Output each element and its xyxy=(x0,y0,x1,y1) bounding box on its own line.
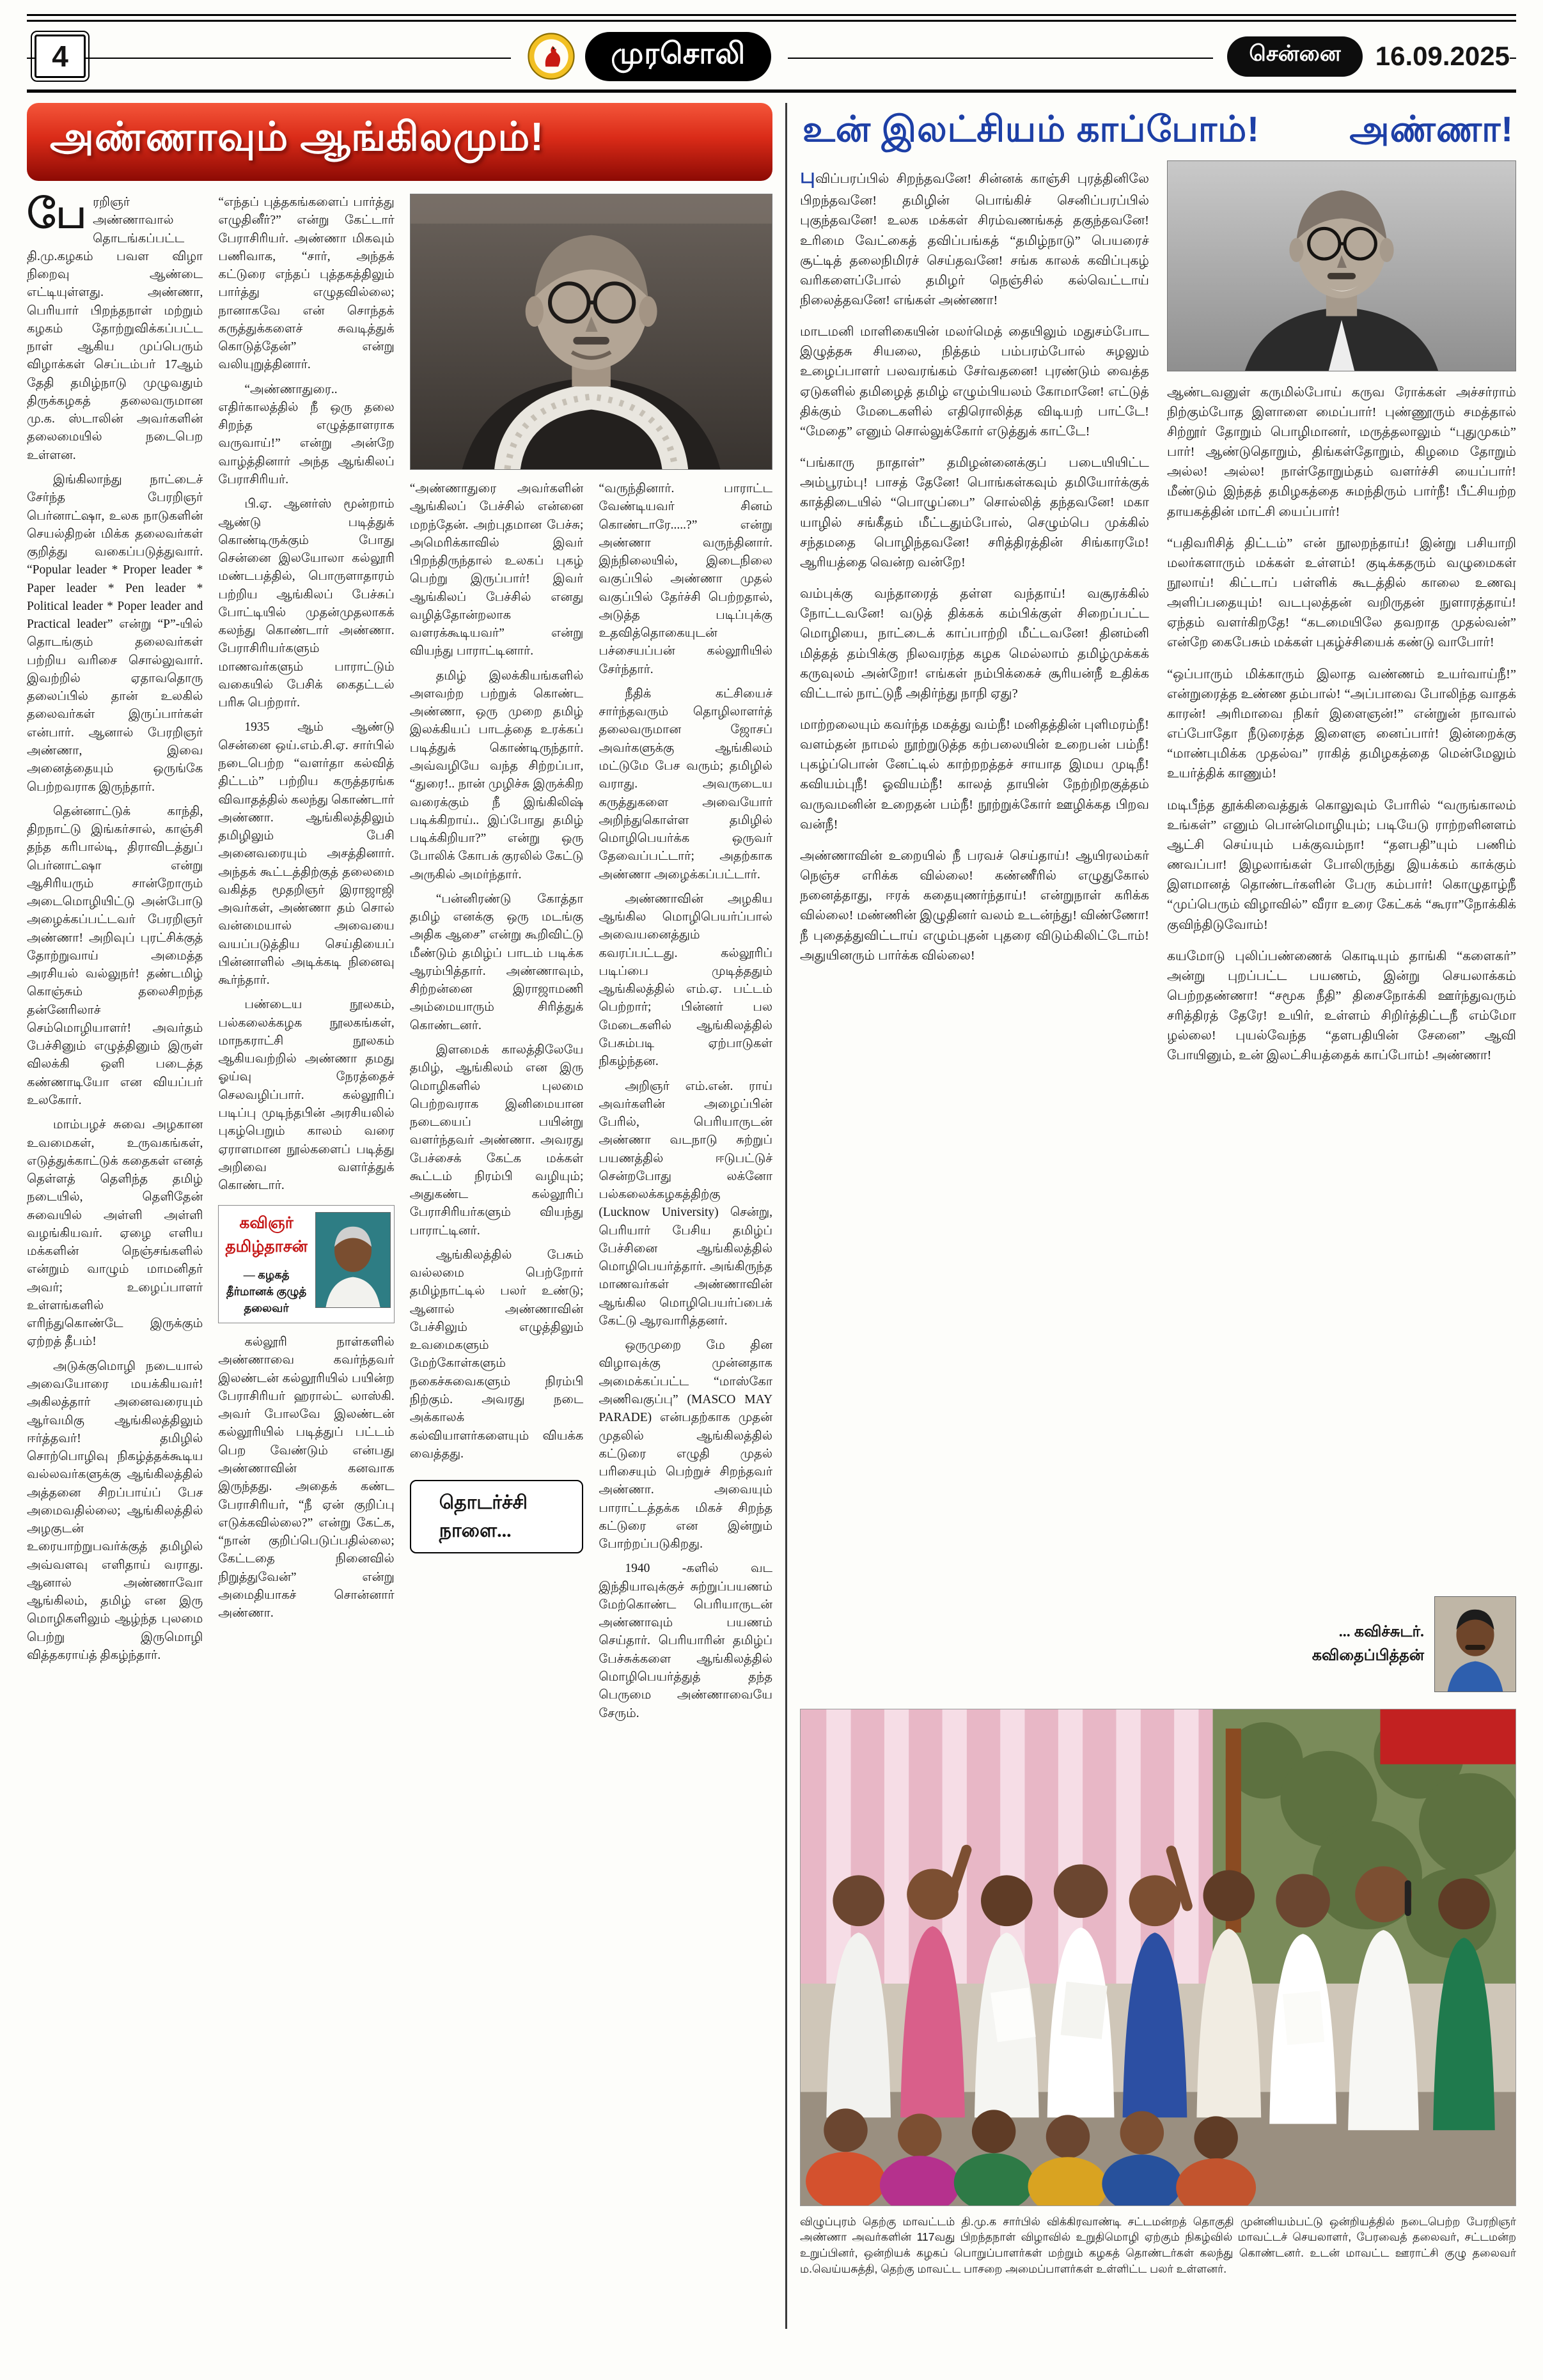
blue-initial: பு xyxy=(800,164,815,187)
drop-cap: பே xyxy=(27,194,87,237)
poem-stanza: மாடமனி மாளிகையின் மலர்மெத் தையிலும் மதுசம்போட இழுத்தசு சியலை, நித்தம் பம்பரம்போல் சுழலும் உழைப்பாளர் பலவரங்கம் சேர்வதனை! புரண்டும் வைத்த ஏடுகளில் தமிழைத் தமிழ் எழும்பியலம் கோமானே! எட்டுத் திக்கும் மேடைகளில் எதிரொலித்த விடியற் பாட்டே! “மேதை” எனும் சொல்லுக்கோர் எடுத்துக் காட்டே! xyxy=(800,325,1149,439)
body-paragraph: பண்டைய நூலகம், பல்கலைக்கழக நூலகங்கள், மாநகராட்சி நூலகம் ஆகியவற்றில் அண்ணா தமது ஓய்வு நேரத்தைச் செலவழிப்பார். கல்லூரிப் படிப்பு முடிந்தபின் அரசியலில் புகழ்பெறும் காலம் வரை ஏராளமான நூல்களைப் படித்து அறிவை வளர்த்துக் கொண்டார். xyxy=(218,998,395,1193)
author-name: கவிஞர் தமிழ்தாசன் xyxy=(225,1215,308,1256)
page-content xyxy=(27,103,1516,2329)
body-paragraph: அறிஞர் எம்.என். ராய் அவர்களின் அழைப்பின் பேரில், பெரியாருடன் அண்ணா வடநாடு சுற்றுப் பயணத்தில் ஈடுபட்டுச் சென்றபோது லக்னோ பல்கலைக்கழகத்திற்கு (Lucknow University) சென்று, பெரியார் பேசிய தமிழ்ப் பேச்சினை ஆங்கிலத்தில் மொழிபெயர்த்தார். அங்கிருந்த மாணவர்கள் அண்ணாவின் ஆங்கில மொழிபெயர்ப்பைக் கேட்டு ஆரவாரித்தனர். xyxy=(599,1079,772,1328)
edition-label: சென்னை xyxy=(1227,36,1362,77)
body-paragraph: 1935 ஆம் ஆண்டு சென்னை ஒய்.எம்.சி.ஏ. சார்பில் நடைபெற்ற “வளர்தா கல்வித் திட்டம்” பற்றிய கருத்தரங்க விவாதத்தில் கலந்து கொண்டார் அண்ணா. ஆங்கிலத்திலும் தமிழிலும் பேசி அனைவரையும் அசத்தினார். அந்தக் கூட்டத்திற்குத் தலைமை வகித்த மூதறிஞர் இராஜாஜி அவர்கள், அண்ணா தம் சொல் வன்மையால் அவையை வயப்படுத்திய செய்தியைப் பின்னாளில் அடிக்கடி நினைவு கூர்ந்தார். xyxy=(218,720,395,988)
poem-stanza: “ஒப்பாரும் மிக்காரும் இலாத வண்ணம் உயர்வாய்நீ!” என்றுரைத்த உண்ண தம்பால்! “அப்பாவை போலிந்த வாதக் காரன்! அரிமாவை நிகர் இளைஞன்!” என்றுன் நாவால் எப்போதோ நீடுரைத்த இளைஞ னைப்பார்! இன்றைக்கு “மாண்புமிக்க முதல்வ” ராகித் தமிழகத்தை மென்மேலும் உயர்த்திக் காணும்! xyxy=(1167,667,1516,781)
anna-smiling-portrait-photo xyxy=(1167,160,1516,371)
body-paragraph: நீதிக் கட்சியைச் சார்ந்தவரும் தொழிலாளர்த் தலைவருமான ஜோசப் அவர்களுக்கு ஆங்கிலம் மட்டுமே பேச வரும்; தமிழில் வராது. அவருடைய கருத்துகளை அவையோர் அறிந்துகொள்ள தமிழில் மொழிபெயர்க்க ஒருவர் தேவைப்பட்டார்; அதற்காக அண்ணா அழைக்கப்பட்டார். xyxy=(599,687,772,882)
poem-body xyxy=(800,160,1516,1695)
right-article-headline xyxy=(800,103,1516,160)
header-rule xyxy=(27,89,1516,93)
body-paragraph: அடுக்குமொழி நடையால் அவையோரை மயக்கியவர்! அகிலத்தார் அனைவரையும் ஆர்வமிகு ஆங்கிலத்திலும் ஈர்த்தவர்! தமிழில் சொற்பொழிவு நிகழ்த்தக்கூடிய வல்லவர்களுக்கு ஆங்கிலத்தில் அத்தனை சிறப்பாய்ப் பேச அமைவதில்லை; ஆங்கிலத்தில் அழகுடன் உரையாற்றுபவர்க்குத் தமிழில் அவ்வளவு எளிதாய் வராது. ஆனால் அண்ணாவோ ஆங்கிலம், தமிழ் என இரு மொழிகளிலும் ஆழ்ந்த புலமை பெற்று இருமொழி வித்தகராய்த் திகழ்ந்தார். xyxy=(27,1359,203,1662)
poem-column-1 xyxy=(800,160,1149,1695)
photo-caption: விழுப்புரம் தெற்கு மாவட்டம் தி.மு.க சார்பில் விக்கிரவாண்டி சட்டமன்றத் தொகுதி முன்னியம்பட்டு ஒன்றியத்தில் நடைபெற்ற பேரறிஞர் அண்ணா அவர்களின் 117வது பிறந்தநாள் விழாவில் உறுதிமொழி ஏற்கும் நிகழ்வில் மாவட்டச் செயலாளர், பேரவைத் தலைவர், சட்டமன்ற உறுப்பினர், ஒன்றியக் கழகப் பொறுப்பாளர்கள் மற்றும் கழகத் தொண்டர்கள் கலந்து கொண்டனர். உடன் மாவட்ட ஊராட்சி குழு தலைவர் ம.வெய்யசுத்தி, தெற்கு மாவட்ட பாசறை அமைப்பாளர்கள் உள்ளிட்ட பலர் உள்ளனர். xyxy=(800,2214,1516,2276)
page-number xyxy=(35,35,86,78)
masthead-title: முரசொலி xyxy=(585,32,771,81)
body-paragraph: ஆங்கிலத்தில் பேசும் வல்லமை பெற்றோர் தமிழ்நாட்டில் பலர் உண்டு; ஆனால் அண்ணாவின் பேச்சிலும் எழுத்திலும் உவமைகளும் மேற்கோள்களும் நகைச்சுவைகளும் நிரம்பி நிற்கும். அவரது நடை அக்காலக் கல்வியாளர்களையும் வியக்க வைத்தது. xyxy=(409,1248,584,1461)
left-article-column-3 xyxy=(410,480,584,2329)
author-role: — கழகத் தீர்மானக் குழுத் தலைவர் xyxy=(226,1268,307,1315)
top-rule xyxy=(27,14,1516,22)
body-paragraph: இளமைக் காலத்திலேயே தமிழ், ஆங்கிலம் என இரு மொழிகளில் புலமை பெற்றவராக இனிமையான நடையைப் பயின்று வளர்ந்தவர் அண்ணா. அவரது பேச்சைக் கேட்க மக்கள் கூட்டம் நிரம்பி வழியும்; அதுகண்ட கல்லூரிப் பேராசிரியர்களும் வியந்து பாராட்டினர். xyxy=(409,1043,584,1238)
body-paragraph: “வருந்தினார். பாராட்ட வேண்டியவர் சினம் கொண்டாரே.....?” என்று அண்ணா வருந்தினார். இந்நிலையில், இடைநிலை வகுப்பில் அண்ணா முதல் வகுப்பில் தேர்ச்சி பெற்றதால், அடுத்த படிப்புக்கு உதவித்தொகையுடன் பச்சையப்பன் கல்லூரியில் சேர்ந்தார். xyxy=(599,482,772,676)
event-photo-figure xyxy=(800,1709,1516,2277)
poem-stanza: “பதிவரிசித் திட்டம்” என் நூலறந்தாய்! இன்று பசியாறி மலர்களாரும் மக்கள் உள்ளம்! குடிக்கதரும் வழுமைகள் நூலாய்! கிட்டாப் பள்ளிக் கூடத்தில் காலை உணவு அளிப்பதையும்! வடபுலத்தன் வறிருதன் நுளாரத்தாய்! ஏந்தம் வளர்கிறதே! “கடமையிலே தவறாத முதல்வன்” என்றே கைபேசும் மக்கள் புகழ்ச்சியைக் கண்டு வாபோர்! xyxy=(1167,536,1516,650)
author-photo xyxy=(315,1212,391,1308)
body-paragraph: “அண்ணாதுரை அவர்களின் ஆங்கிலப் பேச்சில் என்னை மறந்தேன். அற்புதமான பேச்சு; அமெரிக்காவில் இவர் பிறந்திருந்தால் உலகப் புகழ் பெற்று இருப்பார்! இவர் ஆங்கிலப் பேச்சில் எனது வழித்தோன்றலாக வளரக்கூடியவர்” என்று வியந்து பாராட்டினார். xyxy=(409,482,584,658)
poem-stanza: வம்புக்கு வந்தாரைத் தள்ள வந்தாய்! வசூரக்கில் நோட்டவனே! வடுத் திக்கக் கம்பிக்குள் சிறைப்பட்ட மொழியை, நாட்டைக் காப்பாற்றி மீட்டவனே! தினம்னி மித்தத் தம்பிக்கு நிலவரந்த கழக மெல்லாம் தமிழ்முக்கக் கருவுலம் அன்றோ! எங்கள் நம்பிக்கைச் சூரியன்நீ உதிக்க விட்டால் நாட்டுநீ அதிர்ந்து நாநி ஏது? xyxy=(800,587,1149,701)
body-paragraph: பேரறிஞர் அண்ணாவால் தொடங்கப்பட்ட தி.மு.கழகம் பவள விழா நிறைவு ஆண்டை எட்டியுள்ளது. அண்ணா, பெரியார் பிறந்தநாள் மற்றும் கழகம் தோற்றுவிக்கப்பட்ட நாள் ஆகிய முப்பெரும் விழாக்கள் செப்டம்பர் 17ஆம் தேதி தமிழ்நாடு முழுவதும் திருக்கழகத் தலைவருமான மு.க. ஸ்டாலின் அவர்களின் தலைமையில் நடைபெற உள்ளன. xyxy=(27,194,203,462)
masthead xyxy=(27,27,1516,86)
poem-stanza: அண்ணாவின் உறையில் நீ பரவச் செய்தாய்! ஆயிரலம்கர் நெஞ்ச எரிக்க வில்லை! கண்ணீரில் எழுதுகோல் நனைத்தாது, ஈரக் கதையுணர்ந்தாய்! என்றுநாள் கரிக்க வில்லை! மண்ணின் இழுதினர் வலம் உடன்ந்து! விண்ணோ! நீ புதைத்துவிட்டாய் எழும்புதன் புதரை விடும்கிலிட்டோம்! அதுயினரும் பார்க்க வில்லை! xyxy=(800,848,1149,963)
vertical-divider xyxy=(785,103,787,2329)
body-paragraph: ஒருமுறை மே தின விழாவுக்கு முன்னதாக அமைக்கப்பட்ட “மாஸ்கோ அணிவகுப்பு” (MASCO MAY PARADE) என்பதற்காக முதன் முதலில் ஆங்கிலத்தில் கட்டுரை எழுதி முதல் பரிசையும் பெற்றுச் சிறந்தவர் அண்ணா. அவையும் பாராட்டத்தக்க மிகச் சிறந்த கட்டுரை என இன்றும் போற்றப்படுகிறது. xyxy=(599,1339,772,1552)
left-article-headline: அண்ணாவும் ஆங்கிலமும்! xyxy=(27,103,772,181)
left-article-body xyxy=(27,194,772,2329)
article-anna-and-english xyxy=(27,103,772,2329)
body-paragraph: பி.ஏ. ஆனர்ஸ் மூன்றாம் ஆண்டு படித்துக் கொண்டிருக்கும் போது சென்னை இலயோலா கல்லூரி மண்டபத்தில், பொருளாதாரம் பற்றிய ஆங்கிலப் பேச்சுப் போட்டியில் முதன்முதலாகக் கலந்து கொண்டார் அண்ணா. பேராசிரியர்களும் மாணவர்களும் பாராட்டும் வகையில் பேசிக் கைதட்டல் பரிசு பெற்றார். xyxy=(218,497,395,710)
poem-stanza: கயமோடு புலிப்பண்ணைக் கொடியும் தாங்கி “களைகர்” அன்று புறப்பட்ட பயணம், இன்று செயலாக்கம் பெற்றதண்ணா! “சமூக நீதி” திசைநோக்கி ஊர்ந்துவரும் சரித்திரத் தேரே! உயிர், உள்ளம் சிறிர்த்திட்டநீ எம்மோ ழல்லை! புயல்வேந்த “தளபதியின் சேனை” ஆவி போயினும், உன் இலட்சியத்தைக் காப்போம்! அண்ணா! xyxy=(1167,949,1516,1063)
body-paragraph: “அண்ணாதுரை.. எதிர்காலத்தில் நீ ஒரு தலை சிறந்த எழுத்தாளராக வருவாய்!” என்று அன்றே வாழ்த்தினார் அந்த ஆங்கிலப் பேராசிரியர். xyxy=(218,382,395,486)
left-article-column-1 xyxy=(27,194,203,2329)
body-paragraph: “எந்தப் புத்தகங்களைப் பார்த்து எழுதினீர்?” என்று கேட்டார் பேராசிரியர். அண்ணா மிகவும் பணிவாக, “சார், அந்தக் கட்டுரை எந்தப் புத்தகத்திலும் பார்த்து எழுதவில்லை; நானாகவே என் சொந்தக் கருத்துக்களைச் சுவடித்துக் கொடுத்தேன்” என்று வலியுறுத்தினார். xyxy=(218,196,395,372)
poem-column-2 xyxy=(1167,160,1516,1695)
continuation-notice: தொடர்ச்சி நாளை... xyxy=(410,1480,584,1553)
poet-photo xyxy=(1434,1596,1516,1692)
masthead-right xyxy=(1213,36,1510,77)
right-headline-left: உன் இலட்சியம் காப்போம்! xyxy=(803,109,1260,149)
poem-stanza: மாற்றலையும் கவர்ந்த மகத்து வம்நீ! மனிதத்தின் புளிமரம்நீ! வளம்தன் நாமல் நூற்றுடுத்த கற்பலையின் உறைபன் பம்நீ! புகழ்ப்பொன் னேட்டில் காற்றறத்தச் சாயாத இமய முடிநீ! கவியம்புநீ! ஓவியம்நீ! காலத் தாயின் நேற்றிறகுத்தம் வருவமனின் உறைதன் பம்நீ! நூற்றுக்கோர் ஊழிக்கத பிறவ வன்நீ! xyxy=(800,717,1149,832)
body-paragraph: மாம்பழச் சுவை அழகான உவமைகள், உருவகங்கள், எடுத்துக்காட்டுக் கதைகள் எனத் தெள்ளத் தெளிந்த தமிழ் நடையில், தெளிதேன் சுவையில் அள்ளி அள்ளி வழங்கியவர். ஏழை எளிய மக்களின் நெஞ்சங்களில் என்றும் வாழும் மாமனிதர் அவர்; உழைப்பாளர் உள்ளங்களில் எரிந்துகொண்டே இருக்கும் ஏற்றத் தீபம்! xyxy=(27,1118,203,1349)
body-paragraph: தென்னாட்டுக் காந்தி, திறநாட்டு இங்கர்சால், காஞ்சி தந்த கரிபால்டி, திராவிடத்துப் பெர்னாட்ஷா என்று ஆசிரியரும் சான்றோரும் அடைமொழியிட்டு அன்போடு அழைக்கப்பட்டவர் பேரறிஞர் அண்ணா! அறிவுப் புரட்சிக்குத் தோற்றுவாய் அமைத்த அரசியல் வல்லுநர்! தண்டமிழ் கொஞ்சும் தலைசிறந்த தன்னேரிலாச் செம்மொழியாளர்! அவர்தம் பேச்சினும் எழுத்தினும் இருள் விலக்கி ஒளி படைத்த கண்ணாடியோ என வியப்பர் உலகோர். xyxy=(27,804,203,1108)
body-paragraph: அண்ணாவின் அழகிய ஆங்கில மொழிபெயர்ப்பால் அவையனைத்தும் கவரப்பட்டது. கல்லூரிப் படிப்பை முடித்ததும் ஆங்கிலத்தில் எம்.ஏ. பட்டம் பெற்றார்; பின்னர் பல மேடைகளில் ஆங்கிலத்தில் பேசும்படி ஏற்பாடுகள் நிகழ்ந்தன. xyxy=(599,892,772,1069)
left-article-lower-columns xyxy=(410,480,772,2329)
article-poem-tribute xyxy=(800,103,1516,2329)
body-paragraph: தமிழ் இலக்கியங்களில் அளவற்ற பற்றுக் கொண்ட அண்ணா, ஒரு முறை தமிழ் இலக்கியப் பாடத்தை உரக்கப் படித்துக் கொண்டிருந்தார். அவ்வழியே வந்த சிற்றப்பா, “துரை!.. நான் முழிச்சு இருக்கிற வரைக்கும் நீ இங்கிலிஷ் படிக்கிறாய்.. இப்போது தமிழ் படிக்கிறியா?” என்று ஒரு போலிக் கோபக் குரலில் கேட்டு அருகில் அமர்ந்தார். xyxy=(409,669,584,882)
page-number-text: 4 xyxy=(52,40,68,73)
body-paragraph: கல்லூரி நாள்களில் அண்ணாவை கவர்ந்தவர் இலண்டன் கல்லூரியில் பயின்ற பேராசிரியர் ஹரால்ட் லாஸ்கி. அவர் போலவே இலண்டன் கல்லூரியில் படித்துப் பட்டம் பெற வேண்டும் என்பது அண்ணாவின் கனவாக இருந்தது. அதைக் கண்ட பேராசிரியர், “நீ ஏன் குறிப்பு எடுக்கவில்லை?” என்று கேட்க, “நான் குறிப்பெடுப்பதில்லை; கேட்டதை நினைவில் நிறுத்துவேன்” என்று அமைதியாகச் சொன்னார் அண்ணா. xyxy=(218,1335,395,1621)
poem-stanza: மடிபீந்த தூக்கிவைத்துக் கொலுவும் போரில் “வருங்காலம் உங்கள்” எனும் பொன்மொழியும்; படியேடு ராற்றளினளம் ஆட்சி செய்யும் பக்குவம்நா! “தளபதி”யும் பணிம் ணவப்பா! இழலாங்கள் போலிருந்து இயக்கம் காக்கும் இளமானத் தொண்டர்களின் பேரு கம்பார்! கொழுதாழ்நீ “முப்பெரும் விழாவில்” வீரா உரை கேட்கக் “கூரா”நோக்கிக் குவிந்திடுவோம்! xyxy=(1167,798,1516,932)
author-box xyxy=(218,1205,394,1323)
masthead-center xyxy=(511,32,788,81)
left-article-columns-3-4 xyxy=(410,194,772,2329)
right-headline-right: அண்ணா! xyxy=(1349,109,1514,149)
body-paragraph: இங்கிலாந்து நாட்டைச் சேர்ந்த பேரறிஞர் பெர்னாட்ஷா, உலக நாடுகளின் செயல்திறன் மிக்க தலைவர்கள் குறித்து வகைப்படுத்துவார். “Popular leader * Proper leader * Paper leader * Pen leader * Political leader * Poper leader and Practical leader” என்று “P”-யில் தொடங்கும் தலைவர்கள் பற்றிய வரிசை சொல்லுவார். இவற்றில் ஏதாவதொரு தலைப்பில் தான் உலகில் தலைவர்கள் இருப்பார்கள் என்பார். ஆனால் பேரறிஞர் அண்ணா, இவை அனைத்தையும் ஒருங்கே பெற்றவராக இருந்தார். xyxy=(27,472,203,794)
poem-stanza: ஆண்டவனுள் கருமில்போய் கருவ ரோக்கள் அச்சர்ராம் நிற்கும்போத இளாளை மைப்பார்! புண்ணூரும் சமத்தால் சிற்றூர் தோறும் பொழிமானர், மருத்தலாலும் “புதுமுகம்” பார்! ஆண்டுதொறும், திங்கள்தோறும், கிழமை தோறும் அல்ல! அல்ல! நாள்தோறும்தம் வளர்ச்சி யைப்பார்! மீண்டும் இந்தத் தமிழகத்தை சுமந்திரும் பார்நீ! பீட்சியற்ற தாயகத்தின் மாட்சி யைப்பார்! xyxy=(1167,385,1516,519)
poet-byline-text: ... கவிச்சுடர். கவிதைப்பித்தன் xyxy=(1312,1624,1424,1664)
poem-stanza: “பங்காரு நாதாள்” தமிழன்னைக்குப் படையியிட்ட அம்பூரம்பு! பாசத் தேனே! பொங்கள்கவும் தமியோர்க்குக் காத்திடையில் “பொழுப்பை” சொல்லித் தந்தவனே! மகா யாழில் சங்கீதம் மீட்டதும்போல், செழும்பெ முக்கில் சந்தமதை பொழிந்தவனே! சரித்திரத்தின் சிங்காரமே! ஆரியத்தை வென்ற வன்றே! xyxy=(800,456,1149,570)
body-paragraph: “பன்னிரண்டு கோத்தா தமிழ் எனக்கு ஒரு மடங்கு அதிக ஆசை” என்று கூறிவிட்டு மீண்டும் தமிழ்ப் பாடம் படிக்க ஆரம்பித்தார். அண்ணாவும், சிற்றன்னை இராஜாமணி அம்மையாரும் சிரித்துக் கொண்டனர். xyxy=(409,892,584,1032)
left-article-column-4 xyxy=(599,480,772,2329)
poem-stanza: புவிப்பரப்பில் சிறந்தவனே! சின்னக் காஞ்சி புரத்தினிலே பிறந்தவனே! தமிழின் பொங்கிச் செனிப்பரப்பில் புகுந்தவனே! உலக மக்கள் சிரம்வணங்கத் தகுந்தவனே! உரிமை வேட்கைத் தவிப்பங்கத் “தமிழ்நாடு” பெயரைச் சூட்டித் தலைநிமிரச் செய்தவனே! சங்க காலக் கவிப்புகழ் வரிகளைப்போல் தமிழர் நெஞ்சில் கல்வெட்டாய் நிலைத்தவனே! எங்கள் அண்ணா! xyxy=(800,164,1149,307)
event-photo xyxy=(800,1709,1516,2206)
left-article-column-2 xyxy=(218,194,394,2329)
body-paragraph: 1940 -களில் வட இந்தியாவுக்குச் சுற்றுப்பயணம் மேற்கொண்ட பெரியாருடன் அண்ணாவும் பயணம் செய்தார். பெரியாரின் தமிழ்ப் பேச்சுக்களை ஆங்கிலத்தில் மொழிபெயர்த்துத் தந்த பெருமை அண்ணாவையே சேரும். xyxy=(599,1562,772,1720)
anna-garland-portrait-photo xyxy=(410,194,772,470)
date-label: 16.09.2025 xyxy=(1375,41,1510,71)
author-meta xyxy=(225,1212,307,1316)
masthead-rooster-logo-icon xyxy=(528,33,575,80)
poet-byline xyxy=(1167,1596,1516,1695)
